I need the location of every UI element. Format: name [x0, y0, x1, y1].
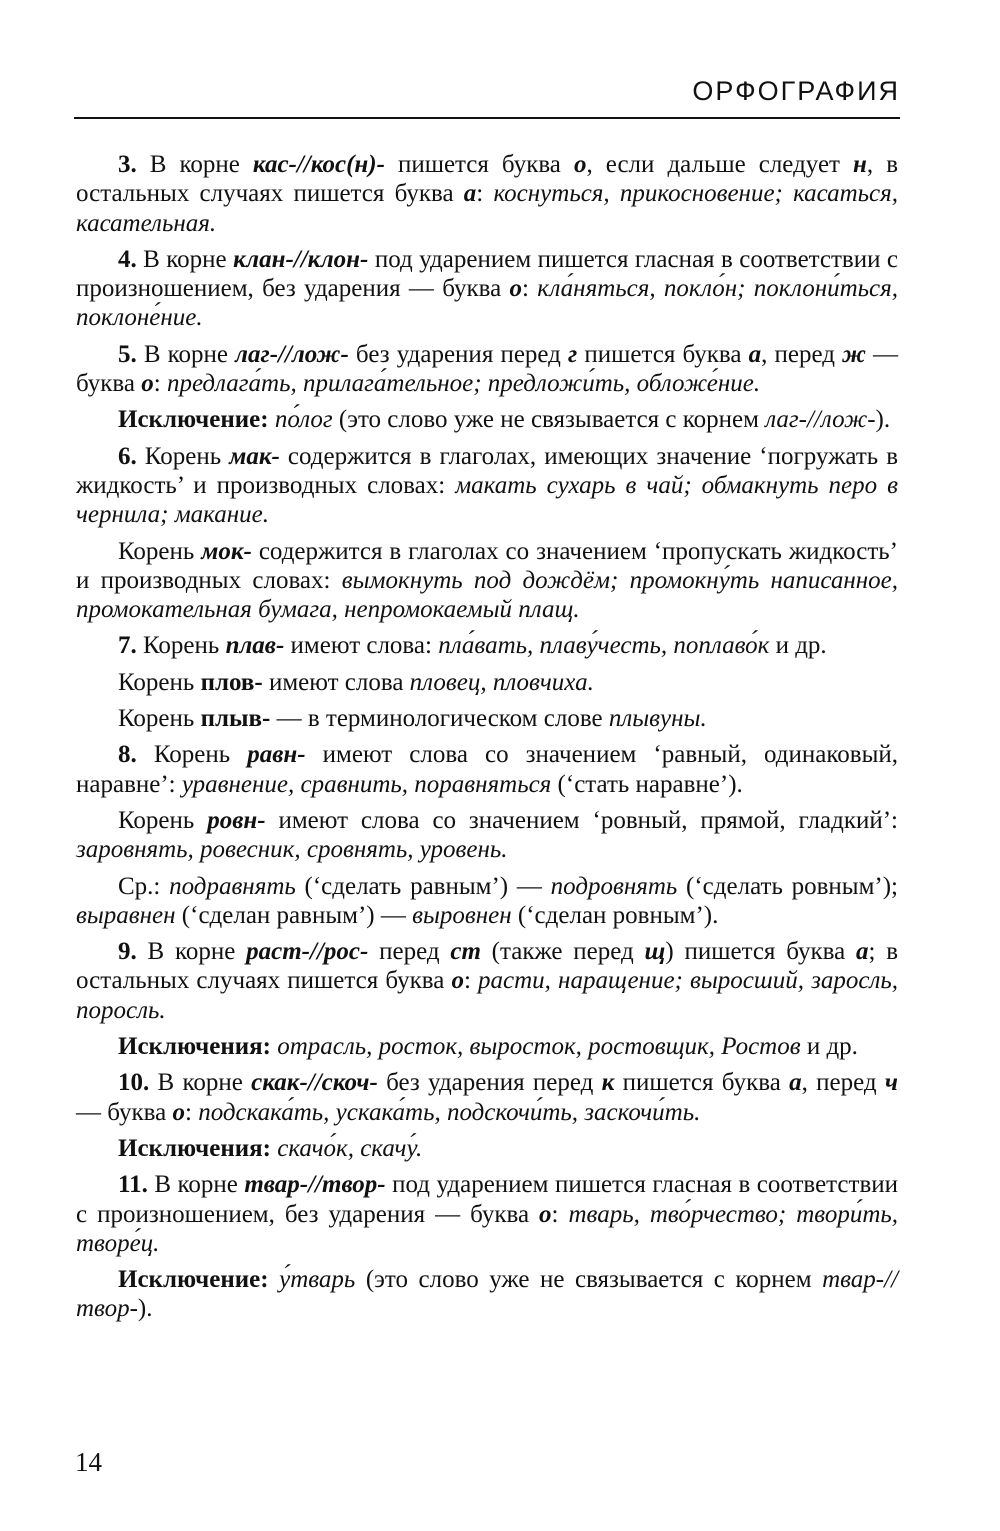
bold-italic-text: твар-//твор-	[244, 1171, 386, 1199]
paragraph	[76, 806, 898, 865]
text-run: :	[551, 1200, 569, 1228]
bold-text: Исключения:	[118, 1134, 271, 1162]
italic-text: скачо́к, скачу́.	[277, 1134, 423, 1162]
paragraph	[76, 340, 898, 399]
text-run: В корне	[136, 245, 234, 273]
paragraph	[76, 405, 898, 434]
italic-text: пловец, пловчиха.	[409, 668, 594, 696]
italic-text: предлага́ть, прилага́тельное; предложи́ть, обложе́ние.	[166, 370, 761, 398]
text-run: (‘сделать равным’) —	[295, 872, 551, 900]
bold-italic-text: г	[568, 340, 578, 368]
bold-italic-text: а	[855, 938, 869, 966]
bold-italic-text: плав-	[225, 632, 285, 660]
text-run: :	[463, 967, 479, 995]
text-run: , в остальных случаях пишется буква	[76, 151, 899, 208]
text-run	[269, 1266, 280, 1293]
paragraph	[76, 537, 898, 625]
text-run: без ударения перед	[377, 1069, 602, 1097]
text-run: Ср.:	[118, 872, 170, 900]
text-run: пишется буква	[614, 1069, 790, 1097]
bold-italic-text: мак-	[229, 442, 280, 470]
text-run: имеют слова	[262, 668, 410, 696]
text-run: В корне	[136, 938, 247, 966]
page-body	[76, 150, 898, 1324]
italic-text: уравнение, сравнить, поравняться	[181, 770, 552, 798]
bold-text: плов-	[200, 668, 263, 696]
paragraph	[76, 704, 898, 733]
bold-italic-text: а	[789, 1069, 802, 1097]
text-run: имеют слова со значением ‘ровный, прямой, гладкий’:	[265, 806, 898, 834]
italic-text: лаг-//лож-	[765, 406, 876, 434]
bold-italic-text: ж	[842, 340, 866, 368]
italic-text: кла́няться, покло́н; поклони́ться, поклоне́ние.	[76, 275, 899, 332]
text-run: В корне	[147, 1171, 245, 1199]
bold-italic-text: а	[748, 340, 762, 368]
text-run: — буква	[76, 1098, 173, 1126]
bold-italic-text: ст	[450, 938, 481, 966]
paragraph	[76, 1134, 898, 1163]
text-run: В корне	[136, 151, 253, 178]
italic-text: подровнять	[550, 872, 678, 900]
bold-italic-text: ровн-	[207, 806, 266, 834]
bold-italic-text: кас-//кос(н)-	[252, 151, 385, 178]
bold-italic-text: о	[573, 151, 587, 178]
italic-text: отрасль, росток, выросток, ростовщик, Ростов	[277, 1033, 801, 1061]
running-header: ОРФОГРАФИЯ	[692, 76, 900, 106]
text-run: — в терминологическом слове	[270, 705, 609, 733]
bold-text: Исключения:	[118, 1033, 271, 1061]
text-run: Корень	[118, 668, 201, 696]
bold-text: плыв-	[200, 705, 271, 733]
bold-text: 6.	[118, 442, 137, 470]
paragraph	[76, 1068, 898, 1127]
text-run: Корень	[136, 741, 248, 769]
text-run: ) пишется буква	[665, 938, 856, 966]
paragraph	[76, 668, 898, 697]
text-run: , если дальше следует	[586, 151, 854, 178]
text-run: (это слово уже не связывается с корнем	[355, 1266, 823, 1294]
text-run: (‘сделан ровным’).	[511, 901, 719, 929]
italic-text: тварь, тво́рчество; твори́ть, творе́ц.	[76, 1200, 898, 1257]
bold-text: 5.	[118, 340, 137, 368]
paragraph	[76, 937, 898, 1025]
bold-italic-text: скак-//скоч-	[251, 1069, 378, 1097]
italic-text: выравнен	[76, 901, 176, 929]
text-run: , перед	[801, 1069, 885, 1097]
bold-italic-text: к	[601, 1069, 615, 1097]
bold-text: 3.	[118, 151, 137, 178]
text-run: содержится в глаголах со значением ‘пропускать жидкость’ и производных словах:	[76, 537, 898, 594]
bold-italic-text: о	[172, 1098, 185, 1126]
bold-italic-text: о	[141, 370, 154, 398]
bold-italic-text: клан-//клон-	[233, 245, 369, 273]
bold-italic-text: н	[853, 151, 867, 178]
text-run: Корень	[118, 537, 202, 565]
italic-text: заровнять, ровесник, сровнять, уровень.	[76, 836, 508, 864]
paragraph	[76, 245, 898, 333]
italic-text: подравнять	[169, 872, 296, 900]
text-run: В корне	[149, 1069, 252, 1097]
text-run: пишется буква	[577, 340, 749, 368]
text-run: содержится в глаголах, имеющих значение ‘погружать в жидкость’ и производных словах:	[76, 442, 899, 499]
italic-text: твар-//твор-	[76, 1266, 899, 1323]
bold-italic-text: а	[463, 180, 477, 208]
text-run: — буква	[76, 340, 899, 398]
italic-text: по́лог	[274, 406, 333, 434]
bold-text: Исключение:	[118, 1266, 269, 1294]
text-run: под ударением пишется гласная в соответствии с произношением, без ударения — буква	[76, 1171, 899, 1228]
bold-italic-text: ч	[884, 1069, 898, 1097]
paragraph	[76, 150, 898, 238]
text-run: ).	[875, 406, 891, 434]
text-run: перед	[368, 938, 451, 966]
text-run: и др.	[769, 632, 827, 660]
bold-italic-text: раст-//рос-	[246, 938, 369, 966]
text-run: :	[476, 180, 494, 208]
bold-italic-text: о	[509, 275, 523, 303]
bold-text: 8.	[118, 741, 137, 769]
page-number: 14	[75, 1447, 102, 1477]
text-run: имеют слова:	[284, 632, 439, 660]
text-run: под ударением пишется гласная в соответствии с произношением, без ударения — буква	[76, 245, 899, 303]
paragraph	[76, 442, 898, 530]
paragraph	[76, 1265, 898, 1324]
bold-italic-text: щ	[644, 938, 666, 966]
italic-text: плывуны.	[608, 705, 707, 733]
text-run: и др.	[800, 1033, 858, 1061]
italic-text: у́тварь	[279, 1266, 356, 1294]
text-run: (‘стать наравне’).	[551, 770, 743, 798]
bold-text: 11.	[118, 1171, 148, 1199]
italic-text: макать сухарь в чай; обмакнуть перо в чернила; макание.	[76, 471, 898, 529]
text-run: (‘сделан равным’) —	[175, 901, 413, 929]
text-run: пишется буква	[384, 151, 574, 178]
bold-text: 9.	[118, 938, 137, 966]
paragraph	[76, 1032, 898, 1061]
text-run: (‘сделать ровным’);	[677, 872, 899, 900]
paragraph	[76, 872, 898, 931]
text-run: Корень	[136, 632, 226, 660]
header-rule	[74, 117, 900, 119]
italic-text: вымокнуть под дождём; промокну́ть написанное, промокательная бумага, непромокаемый плащ.	[76, 566, 898, 624]
text-run: :	[153, 370, 167, 398]
bold-text: 10.	[118, 1069, 150, 1097]
text-run: Корень	[136, 442, 230, 470]
bold-text: 4.	[118, 245, 137, 273]
text-run: ).	[137, 1295, 153, 1323]
text-run: В корне	[136, 340, 236, 368]
bold-italic-text: равн-	[247, 741, 306, 769]
text-run: Корень	[118, 806, 208, 834]
bold-text: Исключение:	[118, 406, 269, 434]
text-run: , перед	[761, 340, 843, 368]
italic-text: расти, наращение; выросший, заросль, поросль.	[76, 967, 898, 1024]
bold-italic-text: лаг-//лож-	[235, 340, 349, 368]
text-run: (также перед	[480, 938, 645, 966]
text-run: :	[184, 1098, 199, 1126]
text-run: имеют слова со значением ‘равный, одинаковый, наравне’:	[76, 741, 898, 798]
text-run: ; в остальных случаях пишется буква	[76, 938, 898, 995]
bold-italic-text: о	[451, 967, 464, 995]
italic-text: выровнен	[412, 901, 512, 929]
italic-text: пла́вать, плаву́честь, поплаво́к	[438, 632, 770, 660]
italic-text: подскака́ть, ускака́ть, подскочи́ть, заскочи́ть.	[198, 1098, 701, 1126]
italic-text: коснуться, прикосновение; касаться, касательная.	[76, 180, 899, 237]
paragraph	[76, 740, 898, 799]
text-run: (это слово уже не связывается с корнем	[332, 406, 766, 434]
text-run: без ударения перед	[348, 340, 569, 368]
text-run: :	[522, 275, 538, 303]
bold-italic-text: мок-	[201, 537, 252, 565]
paragraph	[76, 1170, 898, 1258]
bold-italic-text: о	[539, 1200, 552, 1228]
text-run: Корень	[118, 705, 201, 733]
bold-text: 7.	[118, 632, 137, 660]
paragraph	[76, 631, 898, 660]
